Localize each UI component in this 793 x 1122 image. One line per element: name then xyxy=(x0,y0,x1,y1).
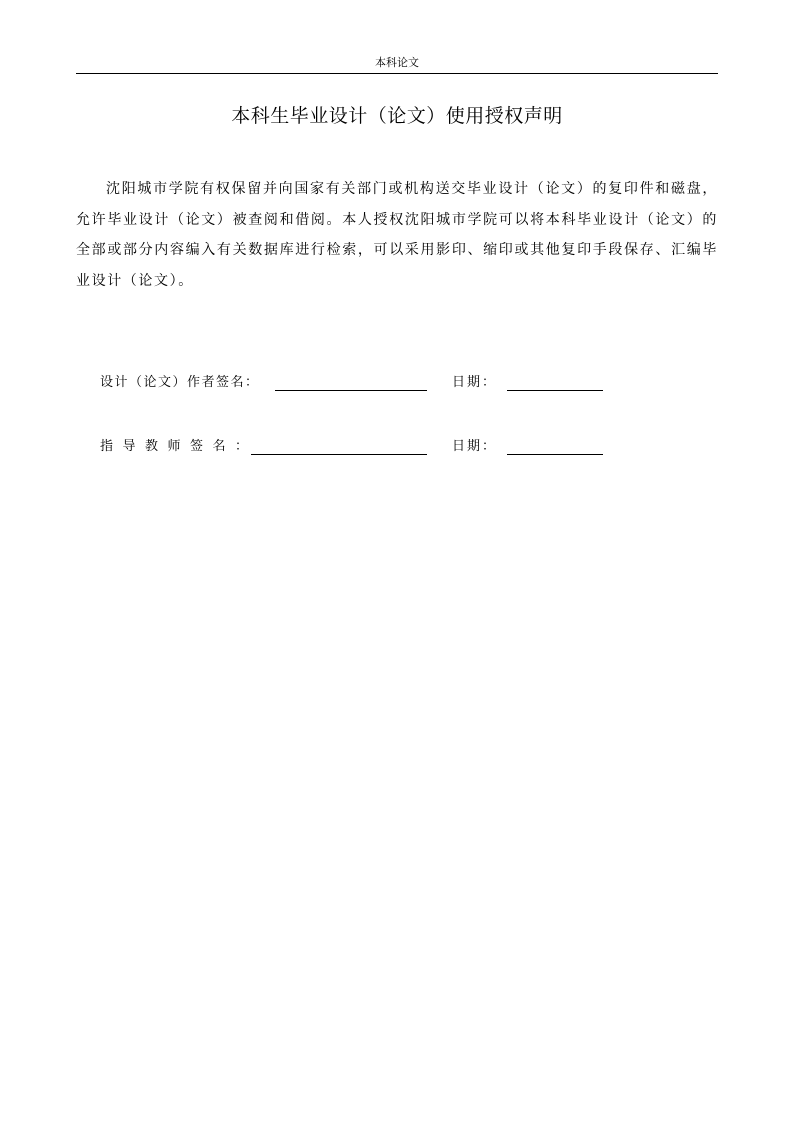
author-signature-line[interactable] xyxy=(275,390,427,391)
supervisor-date-line[interactable] xyxy=(507,454,603,455)
supervisor-date-label: 日期： xyxy=(452,439,498,454)
header-rule xyxy=(76,73,718,74)
authorization-paragraph: 沈阳城市学院有权保留并向国家有关部门或机构送交毕业设计（论文）的复印件和磁盘，允许毕业设计（论文）被查阅和借阅。本人授权沈阳城市学院可以将本科毕业设计（论文）的全部或部分内容编入有关数据库进行检索，可以采用影印、缩印或其他复印手段保存、汇编毕业设计（论文）。 xyxy=(76,181,718,289)
author-date-label: 日期： xyxy=(452,375,498,390)
supervisor-signature-label: 指导教师签名： xyxy=(100,439,258,454)
document-title: 本科生毕业设计（论文）使用授权声明 xyxy=(231,105,563,127)
author-date-line[interactable] xyxy=(507,390,603,391)
running-header: 本科论文 xyxy=(375,56,419,69)
supervisor-signature-line[interactable] xyxy=(251,454,427,455)
author-signature-label: 设计（论文）作者签名： xyxy=(100,375,260,390)
